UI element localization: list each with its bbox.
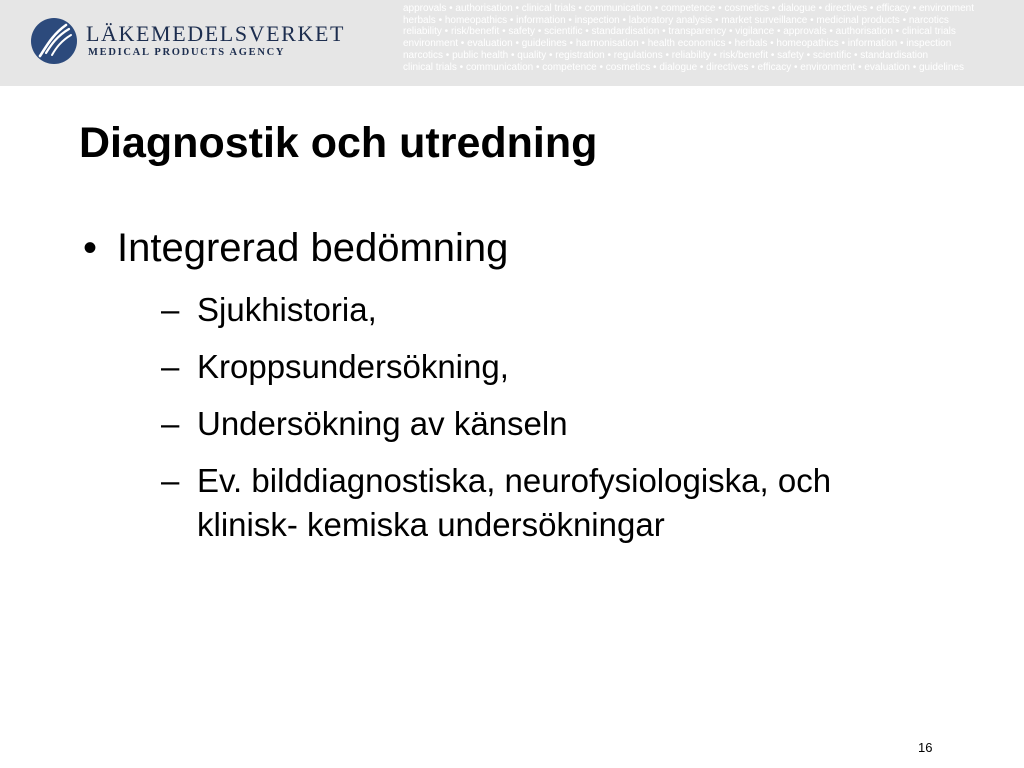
- dash-marker: –: [161, 348, 180, 385]
- keyword-line: reliability • risk/benefit • safety • scientific • standardisation • transparency • vigilance • approvals • authorisation • clinical trials: [403, 26, 956, 38]
- page-number: 16: [918, 740, 933, 755]
- keyword-line: environment • evaluation • guidelines • harmonisation • health economics • herbals • homeopathics • information • inspection: [403, 38, 952, 50]
- header-band: [0, 0, 1024, 86]
- sub-bullet-text: Ev. bilddiagnostiska, neurofysiologiska, och klinisk- kemiska undersökningar: [197, 462, 832, 543]
- keyword-line: narcotics • public health • quality • registration • regulations • reliability • risk/benefit • safety • scientific • standardisation: [403, 49, 929, 61]
- sub-bullet-text: Sjukhistoria,: [197, 291, 377, 328]
- logo-subtitle: MEDICAL PRODUCTS AGENCY: [88, 47, 286, 58]
- sub-bullet-item: [161, 345, 917, 389]
- feather-logo-icon: [30, 17, 78, 65]
- dash-marker: –: [161, 462, 180, 499]
- bullet-item: [79, 222, 979, 274]
- agency-logo: [30, 15, 360, 71]
- logo-name: LÄKEMEDELSVERKET: [86, 21, 346, 46]
- sub-bullet-item: [161, 459, 917, 547]
- sub-bullet-text: Undersökning av känseln: [197, 405, 568, 442]
- bullet-marker: •: [83, 226, 98, 270]
- sub-bullet-text: Kroppsundersökning,: [197, 348, 509, 385]
- slide-title: Diagnostik och utredning: [79, 119, 598, 167]
- sub-bullet-item: [161, 402, 917, 446]
- dash-marker: –: [161, 291, 180, 328]
- keyword-line: clinical trials • communication • competence • cosmetics • dialogue • directives • efficacy • environment • evaluation • guidelines: [403, 61, 965, 73]
- dash-marker: –: [161, 405, 180, 442]
- keyword-banner: [403, 3, 1024, 83]
- sub-bullet-list: [79, 288, 979, 547]
- keyword-line: approvals • authorisation • clinical trials • communication • competence • cosmetics • dialogue • directives • efficacy • environment: [403, 3, 975, 14]
- bullet-list: [79, 222, 979, 560]
- bullet-text: Integrerad bedömning: [117, 226, 509, 270]
- keyword-line: herbals • homeopathics • information • inspection • laboratory analysis • market surveillance • medicinal products • narcotics: [403, 14, 949, 26]
- sub-bullet-item: [161, 288, 917, 332]
